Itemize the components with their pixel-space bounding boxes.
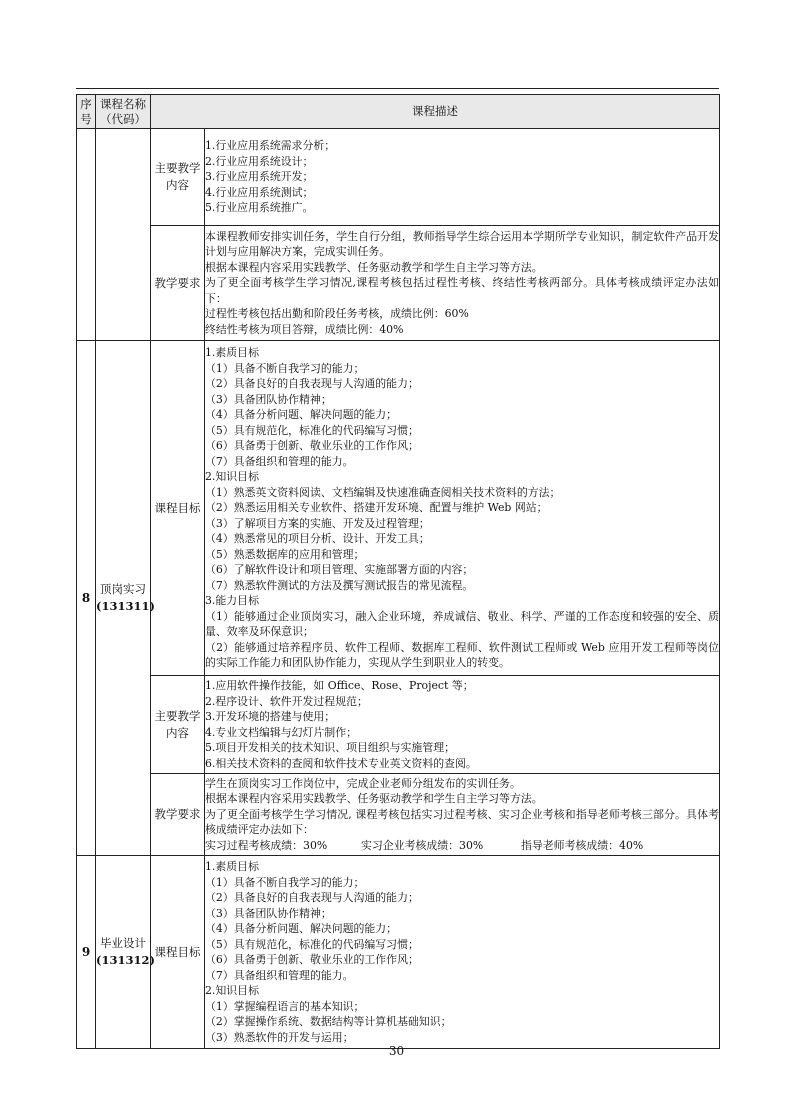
header-rule: [76, 88, 719, 89]
desc-line: 1.素质目标: [205, 346, 259, 360]
desc-line: （1）熟悉英文资料阅读、文档编辑及快速准确查阅相关技术资料的方法；: [205, 485, 561, 499]
course-code: (131312): [96, 953, 155, 967]
category-cell: [151, 341, 205, 676]
score-process: 实习过程考核成绩：30%: [205, 838, 328, 852]
desc-line: 为了更全面考核学生学习情况,课程考核包括过程性考核、终结性考核两部分。具体考核成绩评定办法如下：: [205, 276, 719, 305]
desc-line: （6）具备勇于创新、敬业乐业的工作作风；: [205, 439, 419, 453]
desc-line: （3）具备团队协作精神；: [205, 906, 332, 920]
row-cont-name: [96, 129, 151, 341]
desc-line: 学生在顶岗实习工作岗位中，完成企业老师分组发布的实训任务。: [205, 776, 521, 790]
row-number: 8: [77, 341, 96, 856]
header-no-line: 号: [80, 111, 92, 126]
table-header-row: [77, 95, 720, 129]
description-cell: [205, 129, 720, 226]
desc-line: （2）具备良好的自我表现与人沟通的能力；: [205, 377, 419, 391]
desc-line: 根据本课程内容采用实践教学、任务驱动教学和学生自主学习等方法。: [205, 260, 543, 274]
header-name-line: （代码）: [100, 111, 146, 126]
desc-line: （6）具备勇于创新、敬业乐业的工作作风；: [205, 953, 419, 966]
category-label: 课程目标: [154, 944, 201, 959]
header-no: [77, 95, 96, 129]
course-name: 毕业设计: [100, 936, 146, 950]
course-name-cell: [96, 856, 155, 1049]
category-cell: [151, 129, 205, 226]
page-number: 30: [388, 1044, 405, 1058]
desc-line: （1）具备不断自我学习的能力；: [205, 361, 365, 375]
table-row: [77, 676, 720, 774]
category-cell: [151, 856, 205, 1049]
desc-line: 3.能力目标: [205, 594, 259, 608]
description-cell: [205, 341, 720, 676]
score-enterprise: 实习企业考核成绩：30%: [361, 838, 484, 852]
course-table: [76, 94, 720, 1049]
category-label: 内容: [166, 725, 189, 740]
desc-line: 1.素质目标: [205, 860, 259, 873]
desc-line: （2）掌握操作系统、数据结构等计算机基础知识；: [205, 1015, 452, 1028]
desc-line: 5.项目开发相关的技术知识、项目组织与实施管理；: [205, 741, 455, 754]
desc-line: 2.程序设计、软件开发过程规范；: [205, 694, 368, 708]
desc-line: （6）了解软件设计和项目管理、实施部署方面的内容；: [205, 563, 474, 577]
row-cont-no: [77, 129, 96, 341]
category-label: 教学要求: [154, 275, 201, 290]
description-cell: [205, 856, 720, 1049]
category-label: 教学要求: [154, 807, 201, 821]
category-cell: [151, 774, 205, 856]
desc-line: （3）了解项目方案的实施、开发及过程管理；: [205, 516, 430, 530]
desc-line: （5）熟悉数据库的应用和管理；: [205, 547, 365, 561]
course-name-cell: [96, 341, 155, 856]
row-number: 9: [77, 856, 96, 1049]
category-cell: [151, 226, 205, 341]
desc-line: 过程性考核包括出勤和阶段任务考核，成绩比例：60%: [205, 307, 469, 321]
desc-line: （7）熟悉软件测试的方法及撰写测试报告的常见流程。: [205, 578, 474, 592]
desc-line: （3）具备团队协作精神；: [205, 392, 332, 406]
description-cell: [205, 226, 720, 341]
score-teacher: 指导老师考核成绩：40%: [521, 838, 644, 852]
header-name-line: 课程名称: [100, 96, 146, 111]
desc-line: （5）具有规范化，标准化的代码编写习惯；: [205, 423, 419, 437]
table-row: [77, 774, 720, 856]
desc-line: 根据本课程内容采用实践教学、任务驱动教学和学生自主学习等方法。: [205, 792, 543, 806]
desc-line: （4）具备分析问题、解决问题的能力；: [205, 408, 398, 422]
desc-line: 本课程教师安排实训任务，学生自行分组，教师指导学生综合运用本学期所学专业知识，制定软件产品开发计划与应用解决方案，完成实训任务。: [205, 229, 719, 259]
desc-line: 2.行业应用系统设计；: [205, 154, 314, 168]
desc-line: 3.开发环境的搭建与使用；: [205, 710, 336, 723]
category-label: 主要教学: [154, 708, 201, 723]
desc-line: （2）具备良好的自我表现与人沟通的能力；: [205, 891, 419, 904]
header-no-line: 序: [80, 96, 92, 111]
desc-line: （2）能够通过培养程序员、软件工程师、数据库工程师、软件测试工程师或 Web 应用开发工程师等岗位的实际工作能力和团队协作能力，实现从学生到职业人的转变。: [205, 640, 719, 670]
desc-line: （4）具备分析问题、解决问题的能力；: [205, 922, 398, 935]
course-name: 顶岗实习: [100, 582, 146, 596]
desc-line: 1.行业应用系统需求分析；: [205, 139, 336, 153]
course-code: (131311): [96, 599, 155, 613]
desc-line: 4.专业文档编辑与幻灯片制作；: [205, 725, 357, 739]
desc-line: （4）熟悉常见的项目分析、设计、开发工具；: [205, 532, 430, 546]
desc-line: 终结性考核为项目答辩，成绩比例：40%: [205, 322, 404, 336]
header-course-description: 课程描述: [151, 95, 720, 129]
description-cell: [205, 676, 720, 774]
desc-line: 为了更全面考核学生学习情况, 课程考核包括实习过程考核、实习企业考核和指导老师考核三部分。具体考核成绩评定办法如下：: [205, 807, 719, 837]
desc-line: 5.行业应用系统推广。: [205, 201, 314, 215]
desc-line: 2.知识目标: [205, 984, 259, 997]
desc-line: （7）具备组织和管理的能力。: [205, 968, 354, 982]
score-line: [205, 838, 719, 854]
desc-line: （1）具备不断自我学习的能力；: [205, 875, 365, 889]
table-row: [77, 341, 720, 676]
table-row: [77, 226, 720, 341]
desc-line: 2.知识目标: [205, 470, 259, 484]
category-label: 主要教学: [154, 161, 201, 175]
desc-line: （2）熟悉运用相关专业软件、搭建开发环境、配置与维护 Web 网站；: [205, 501, 548, 515]
category-label: 内容: [166, 178, 189, 192]
desc-line: （1）掌握编程语言的基本知识；: [205, 999, 365, 1013]
desc-line: 4.行业应用系统测试；: [205, 185, 314, 199]
desc-line: （1）能够通过企业顶岗实习，融入企业环境，养成诚信、敬业、科学、严谨的工作态度和较强的安全、质量、效率及环保意识；: [205, 609, 719, 639]
category-label: 课程目标: [154, 500, 201, 515]
description-cell: [205, 774, 720, 856]
desc-line: 6.相关技术资料的查阅和软件技术专业英文资料的查阅。: [205, 756, 477, 770]
table-row: [77, 856, 720, 1049]
category-cell: [151, 676, 205, 774]
desc-line: 3.行业应用系统开发；: [205, 170, 314, 184]
desc-line: 1.应用软件操作技能，如 Office、Rose、Project 等；: [205, 679, 474, 692]
desc-line: （5）具有规范化，标准化的代码编写习惯；: [205, 937, 419, 951]
desc-line: （7）具备组织和管理的能力。: [205, 454, 354, 468]
desc-line: （3）熟悉软件的开发与运用；: [205, 1030, 354, 1044]
header-course-name: [96, 95, 151, 129]
table-row: [77, 129, 720, 226]
